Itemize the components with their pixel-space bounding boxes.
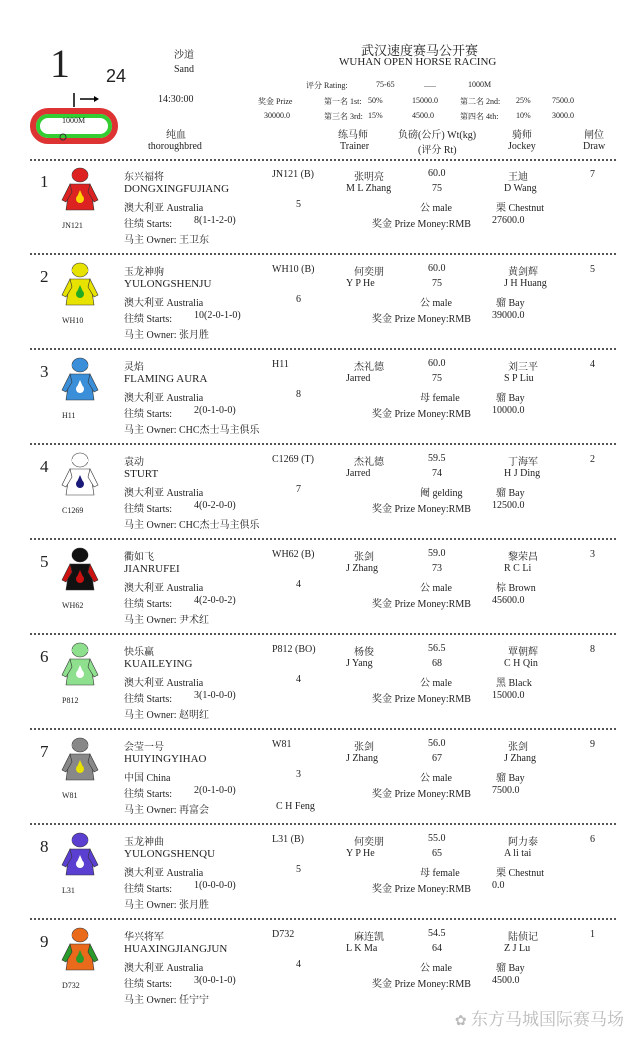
horse-name-en: YULONGSHENQU xyxy=(124,848,216,860)
jockey-silk-icon xyxy=(60,831,100,881)
prize-money-label: 奖金 Prize Money:RMB xyxy=(372,789,471,800)
starts-label: 往绩 Starts: xyxy=(124,409,173,420)
jockey-cn: 覃朝辉 xyxy=(508,647,538,658)
draw: 9 xyxy=(590,739,595,750)
trainer-cn: 麻连凯 xyxy=(354,932,384,943)
horse-name-en: DONGXINGFUJIANG xyxy=(124,183,230,195)
jockey-en: J H Huang xyxy=(504,278,547,289)
prize-2nd-amt: 7500.0 xyxy=(552,96,574,105)
col-wt-cn: 负磅(公斤) Wt(kg) xyxy=(398,130,477,141)
owner: 马主 Owner: CHC杰士马主俱乐 xyxy=(124,425,260,436)
prize-money: 10000.0 xyxy=(492,405,525,416)
separator xyxy=(30,348,616,350)
col-trainer-cn: 练马师 xyxy=(338,130,368,141)
horse-country: 澳大利亚 Australia xyxy=(124,678,204,689)
jockey-en: A li tai xyxy=(504,848,532,859)
jockey-cn: 陆侦记 xyxy=(508,932,538,943)
draw: 6 xyxy=(590,834,595,845)
trainer-cn: 张剑 xyxy=(354,742,374,753)
horse-color: 黑 Black xyxy=(496,678,532,689)
horse-age: 5 xyxy=(296,864,301,875)
col-jockey-cn: 骑师 xyxy=(512,130,532,141)
jockey-en: Z J Lu xyxy=(504,943,531,954)
rating: 64 xyxy=(432,943,442,954)
starts-record: 4(2-0-0-2) xyxy=(194,595,236,606)
horse-code: C1269 (T) xyxy=(272,454,314,465)
horse-age: 3 xyxy=(296,769,301,780)
race-sub-number: 24 xyxy=(106,66,127,86)
horse-code: D732 xyxy=(272,929,295,940)
horse-color: 骝 Bay xyxy=(496,393,525,404)
horse-age: 5 xyxy=(296,199,301,210)
jockey-cn: 黄剑辉 xyxy=(508,267,538,278)
weight: 56.5 xyxy=(428,643,446,654)
starts-record: 10(2-0-1-0) xyxy=(194,310,241,321)
horse-code: JN121 (B) xyxy=(272,169,314,180)
weight: 59.5 xyxy=(428,453,446,464)
prize-1st-label: 第一名 1st: xyxy=(324,97,362,106)
wechat-icon: ✿ xyxy=(454,1013,471,1029)
trainer-cn: 张明亮 xyxy=(354,172,384,183)
weight: 59.0 xyxy=(428,548,446,559)
horse-name-en: HUAXINGJIANGJUN xyxy=(124,943,228,955)
silk-code: H11 xyxy=(62,411,76,420)
title-en: WUHAN OPEN HORSE RACING xyxy=(339,56,497,68)
prize-money: 45600.0 xyxy=(492,595,525,606)
prize-1st-amt: 15000.0 xyxy=(412,96,438,105)
jockey-silk-icon xyxy=(60,166,100,216)
separator xyxy=(30,253,616,255)
starts-label: 往绩 Starts: xyxy=(124,884,173,895)
horse-country: 澳大利亚 Australia xyxy=(124,298,204,309)
weight: 54.5 xyxy=(428,928,446,939)
rating-dots: ...... xyxy=(424,80,436,89)
horse-name-cn: 会莹一号 xyxy=(124,742,164,753)
silk-code: L31 xyxy=(62,886,75,895)
horse-sex: 公 male xyxy=(420,963,452,974)
trainer-en: M L Zhang xyxy=(346,183,392,194)
prize-money-label: 奖金 Prize Money:RMB xyxy=(372,979,471,990)
rating: 65 xyxy=(432,848,442,859)
horse-number: 9 xyxy=(40,932,49,951)
prize-money: 15000.0 xyxy=(492,690,525,701)
starts-record: 2(0-1-0-0) xyxy=(194,405,236,416)
trainer-cn: 何奕朋 xyxy=(354,837,384,848)
horse-name-cn: 东兴福将 xyxy=(124,172,164,183)
weight: 60.0 xyxy=(428,263,446,274)
breed-en: thoroughbred xyxy=(148,141,202,152)
separator xyxy=(30,918,616,920)
race-number: 1 xyxy=(50,41,70,86)
rating: 73 xyxy=(432,563,442,574)
rating-value: 75-65 xyxy=(376,80,395,89)
silk-code: JN121 xyxy=(62,221,83,230)
horse-name-en: KUAILEYING xyxy=(124,658,193,670)
horse-name-en: STURT xyxy=(124,468,159,480)
prize-4th-pct: 10% xyxy=(516,111,531,120)
prize-label: 奖金 Prize xyxy=(258,97,293,106)
horse-country: 中国 China xyxy=(124,773,171,784)
horse-name-en: HUIYINGYIHAO xyxy=(124,753,207,765)
col-draw-cn: 闸位 xyxy=(584,130,604,141)
owner: 马主 Owner: 再富会 xyxy=(124,805,209,816)
horse-code: W81 xyxy=(272,739,292,750)
race-time: 14:30:00 xyxy=(158,94,194,105)
horse-sex: 公 male xyxy=(420,298,452,309)
prize-4th-amt: 3000.0 xyxy=(552,111,574,120)
prize-2nd-pct: 25% xyxy=(516,96,531,105)
weight: 55.0 xyxy=(428,833,446,844)
draw: 8 xyxy=(590,644,595,655)
owner: 马主 Owner: CHC杰士马主俱乐 xyxy=(124,520,260,531)
owner: 马主 Owner: 赵明红 xyxy=(124,710,209,721)
horse-code: H11 xyxy=(272,359,289,370)
draw: 4 xyxy=(590,359,595,370)
prize-money: 12500.0 xyxy=(492,500,525,511)
horse-age: 4 xyxy=(296,674,301,685)
watermark-text: 东方马城国际赛马场 xyxy=(471,1010,624,1030)
horse-code: WH62 (B) xyxy=(272,549,315,560)
silk-code: W81 xyxy=(62,791,78,800)
horse-color: 骝 Bay xyxy=(496,298,525,309)
horse-country: 澳大利亚 Australia xyxy=(124,868,204,879)
draw: 3 xyxy=(590,549,595,560)
draw: 1 xyxy=(590,929,595,940)
jockey-en: J Zhang xyxy=(504,753,536,764)
surface-cn: 沙道 xyxy=(174,50,194,61)
jockey-silk-icon xyxy=(60,261,100,311)
prize-money: 7500.0 xyxy=(492,785,520,796)
start-arrow-icon xyxy=(70,91,100,111)
jockey-silk-icon xyxy=(60,451,100,501)
trainer-en: J Zhang xyxy=(346,753,378,764)
rating: 74 xyxy=(432,468,442,479)
track-distance: 1000M xyxy=(62,116,86,125)
separator xyxy=(30,728,616,730)
starts-record: 3(1-0-0-0) xyxy=(194,690,236,701)
horse-number: 2 xyxy=(40,267,49,286)
owner-extra: C H Feng xyxy=(276,801,315,812)
col-jockey-en: Jockey xyxy=(508,141,536,152)
horse-color: 棕 Brown xyxy=(496,583,536,594)
horse-country: 澳大利亚 Australia xyxy=(124,963,204,974)
prize-4th-label: 第四名 4th: xyxy=(460,112,499,121)
draw: 5 xyxy=(590,264,595,275)
horse-name-cn: 玉龙神曲 xyxy=(124,837,164,848)
jockey-silk-icon xyxy=(60,926,100,976)
jockey-cn: 黎荣昌 xyxy=(508,552,538,563)
starts-record: 4(0-2-0-0) xyxy=(194,500,236,511)
horse-color: 骝 Bay xyxy=(496,488,525,499)
trainer-en: Y P He xyxy=(346,848,375,859)
horse-color: 栗 Chestnut xyxy=(496,203,545,214)
prize-money-label: 奖金 Prize Money:RMB xyxy=(372,884,471,895)
horse-number: 4 xyxy=(40,457,49,476)
starts-record: 2(0-1-0-0) xyxy=(194,785,236,796)
horse-code: L31 (B) xyxy=(272,834,304,845)
prize-money: 4500.0 xyxy=(492,975,520,986)
starts-record: 8(1-1-2-0) xyxy=(194,215,236,226)
horse-name-cn: 玉龙神驹 xyxy=(124,267,164,278)
horse-number: 3 xyxy=(40,362,49,381)
silk-code: WH62 xyxy=(62,601,84,610)
trainer-en: J Zhang xyxy=(346,563,378,574)
prize-money-label: 奖金 Prize Money:RMB xyxy=(372,599,471,610)
jockey-cn: 丁海军 xyxy=(508,457,538,468)
silk-code: C1269 xyxy=(62,506,84,515)
horse-country: 澳大利亚 Australia xyxy=(124,203,204,214)
jockey-cn: 张剑 xyxy=(508,742,528,753)
horse-number: 5 xyxy=(40,552,49,571)
trainer-en: Jarred xyxy=(346,373,371,384)
owner: 马主 Owner: 张月胜 xyxy=(124,330,209,341)
rating: 75 xyxy=(432,373,442,384)
silk-code: P812 xyxy=(62,696,79,705)
rating: 67 xyxy=(432,753,442,764)
silk-code: D732 xyxy=(62,981,80,990)
jockey-silk-icon xyxy=(60,356,100,406)
horse-color: 骝 Bay xyxy=(496,963,525,974)
prize-money-label: 奖金 Prize Money:RMB xyxy=(372,504,471,515)
prize-money-label: 奖金 Prize Money:RMB xyxy=(372,694,471,705)
col-trainer-en: Trainer xyxy=(340,141,370,152)
horse-sex: 公 male xyxy=(420,203,452,214)
trainer-cn: 杰礼德 xyxy=(354,457,384,468)
trainer-cn: 张剑 xyxy=(354,552,374,563)
trainer-en: L K Ma xyxy=(346,943,378,954)
breed-cn: 纯血 xyxy=(166,130,186,141)
horse-name-en: YULONGSHENJU xyxy=(124,278,212,290)
horse-country: 澳大利亚 Australia xyxy=(124,393,204,404)
horse-age: 8 xyxy=(296,389,301,400)
owner: 马主 Owner: 王卫东 xyxy=(124,235,209,246)
prize-money-label: 奖金 Prize Money:RMB xyxy=(372,219,471,230)
starts-label: 往绩 Starts: xyxy=(124,979,173,990)
finish-marker-icon xyxy=(58,132,68,142)
trainer-en: Jarred xyxy=(346,468,371,479)
horse-sex: 母 female xyxy=(420,868,460,879)
horse-sex: 公 male xyxy=(420,583,452,594)
jockey-silk-icon xyxy=(60,641,100,691)
jockey-silk-icon xyxy=(60,736,100,786)
horse-sex: 公 male xyxy=(420,773,452,784)
col-draw-en: Draw xyxy=(583,141,606,152)
starts-record: 1(0-0-0-0) xyxy=(194,880,236,891)
horse-name-cn: 袁动 xyxy=(124,457,144,468)
horse-sex: 公 male xyxy=(420,678,452,689)
horse-code: WH10 (B) xyxy=(272,264,315,275)
horse-age: 4 xyxy=(296,959,301,970)
horse-number: 7 xyxy=(40,742,49,761)
prize-money-label: 奖金 Prize Money:RMB xyxy=(372,314,471,325)
jockey-cn: 阿力泰 xyxy=(508,837,538,848)
horse-country: 澳大利亚 Australia xyxy=(124,488,204,499)
race-distance: 1000M xyxy=(468,80,492,89)
jockey-en: D Wang xyxy=(504,183,537,194)
starts-label: 往绩 Starts: xyxy=(124,219,173,230)
jockey-cn: 王迪 xyxy=(508,172,528,183)
owner: 马主 Owner: 张月胜 xyxy=(124,900,209,911)
col-wt-en: (评分 Rt) xyxy=(418,145,457,156)
watermark xyxy=(455,1005,624,1030)
silk-code: WH10 xyxy=(62,316,84,325)
jockey-en: C H Qin xyxy=(504,658,538,669)
horse-name-cn: 衢如飞 xyxy=(124,552,154,563)
horse-color: 骝 Bay xyxy=(496,773,525,784)
trainer-cn: 杨俊 xyxy=(354,647,374,658)
rating: 75 xyxy=(432,183,442,194)
separator xyxy=(30,823,616,825)
weight: 60.0 xyxy=(428,168,446,179)
separator xyxy=(30,159,616,161)
starts-label: 往绩 Starts: xyxy=(124,314,173,325)
rating: 75 xyxy=(432,278,442,289)
jockey-en: R C Li xyxy=(504,563,532,574)
separator xyxy=(30,538,616,540)
horse-country: 澳大利亚 Australia xyxy=(124,583,204,594)
prize-1st-pct: 50% xyxy=(368,96,383,105)
horse-color: 栗 Chestnut xyxy=(496,868,545,879)
prize-3rd-label: 第三名 3rd: xyxy=(324,112,363,121)
horse-sex: 阉 gelding xyxy=(420,488,463,499)
weight: 56.0 xyxy=(428,738,446,749)
owner: 马主 Owner: 任宁宁 xyxy=(124,995,209,1006)
weight: 60.0 xyxy=(428,358,446,369)
prize-2nd-label: 第二名 2nd: xyxy=(460,97,501,106)
horse-code: P812 (BO) xyxy=(272,644,316,655)
owner: 马主 Owner: 尹术红 xyxy=(124,615,209,626)
trainer-en: J Yang xyxy=(346,658,373,669)
starts-label: 往绩 Starts: xyxy=(124,789,173,800)
horse-name-en: FLAMING AURA xyxy=(124,373,208,385)
prize-money: 0.0 xyxy=(492,880,505,891)
surface-en: Sand xyxy=(174,64,194,75)
draw: 7 xyxy=(590,169,595,180)
prize-total: 30000.0 xyxy=(264,111,290,120)
trainer-cn: 杰礼德 xyxy=(354,362,384,373)
horse-number: 1 xyxy=(40,172,49,191)
prize-money: 39000.0 xyxy=(492,310,525,321)
horse-name-en: JIANRUFEI xyxy=(124,563,180,575)
horse-sex: 母 female xyxy=(420,393,460,404)
rating: 68 xyxy=(432,658,442,669)
draw: 2 xyxy=(590,454,595,465)
horse-age: 4 xyxy=(296,579,301,590)
horse-number: 6 xyxy=(40,647,49,666)
horse-name-cn: 华兴将军 xyxy=(124,932,164,943)
jockey-silk-icon xyxy=(60,546,100,596)
title-cn: 武汉速度赛马公开赛 xyxy=(361,44,479,59)
starts-label: 往绩 Starts: xyxy=(124,504,173,515)
rating-label: 评分 Rating: xyxy=(306,81,348,90)
jockey-cn: 刘三平 xyxy=(508,362,538,373)
horse-name-cn: 灵焰 xyxy=(124,362,144,373)
jockey-en: S P Liu xyxy=(504,373,534,384)
starts-label: 往绩 Starts: xyxy=(124,694,173,705)
trainer-cn: 何奕朋 xyxy=(354,267,384,278)
prize-3rd-amt: 4500.0 xyxy=(412,111,434,120)
starts-record: 3(0-0-1-0) xyxy=(194,975,236,986)
separator xyxy=(30,633,616,635)
horse-age: 7 xyxy=(296,484,301,495)
trainer-en: Y P He xyxy=(346,278,375,289)
horse-number: 8 xyxy=(40,837,49,856)
prize-3rd-pct: 15% xyxy=(368,111,383,120)
separator xyxy=(30,443,616,445)
horse-age: 6 xyxy=(296,294,301,305)
prize-money: 27600.0 xyxy=(492,215,525,226)
prize-money-label: 奖金 Prize Money:RMB xyxy=(372,409,471,420)
starts-label: 往绩 Starts: xyxy=(124,599,173,610)
horse-name-cn: 快乐赢 xyxy=(124,647,154,658)
jockey-en: H J Ding xyxy=(504,468,541,479)
